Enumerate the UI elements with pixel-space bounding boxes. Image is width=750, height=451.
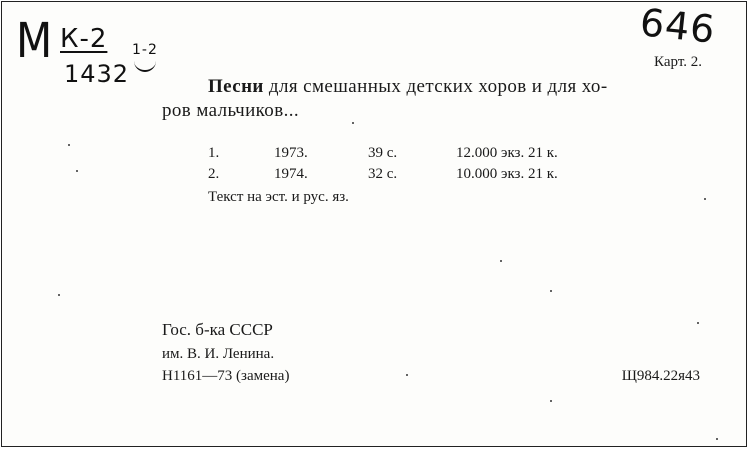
speck [500, 260, 502, 262]
card-label: Карт. 2. [654, 54, 702, 70]
edition-year: 1973. [274, 145, 308, 161]
edition-year: 1974. [274, 166, 308, 182]
handwritten-shelf-mark: К-2 [60, 24, 108, 54]
handwritten-check-mark [134, 60, 156, 72]
speck [716, 438, 718, 440]
handwritten-inventory-number: 1432 [64, 60, 130, 88]
edition-copies-price: 10.000 экз. 21 к. [456, 166, 558, 182]
title-bold-part: Песни [208, 76, 264, 97]
handwritten-card-number: 646 [638, 0, 719, 52]
edition-pages: 32 с. [368, 166, 398, 182]
handwritten-marker: М [16, 12, 54, 69]
speck [550, 290, 552, 292]
speck [697, 322, 699, 324]
speck [406, 374, 408, 376]
edition-pages: 39 с. [368, 145, 398, 161]
edition-number: 2. [208, 166, 220, 182]
edition-number: 1. [208, 145, 220, 161]
title-line-2: ров мальчиков... [162, 100, 300, 121]
speck [550, 400, 552, 402]
speck [58, 294, 60, 296]
handwritten-copies-note: 1-2 [132, 42, 158, 58]
classification-code: Щ984.22я43 [621, 368, 700, 384]
title-line-1-rest: для смешанных детских хоров и для хо- [263, 76, 608, 97]
speck [352, 122, 354, 124]
language-note: Текст на эст. и рус. яз. [208, 189, 349, 205]
edition-row [208, 166, 628, 186]
catalog-card [1, 1, 747, 447]
edition-copies-price: 12.000 экз. 21 к. [456, 145, 558, 161]
edition-row [208, 145, 628, 165]
library-order-number: Н1161—73 (замена) [162, 368, 290, 384]
speck [76, 170, 78, 172]
library-name: Гос. б-ка СССР [162, 320, 273, 339]
speck [68, 144, 70, 146]
title-line-1 [208, 76, 608, 98]
library-named-after: им. В. И. Ленина. [162, 346, 275, 362]
speck [704, 198, 706, 200]
